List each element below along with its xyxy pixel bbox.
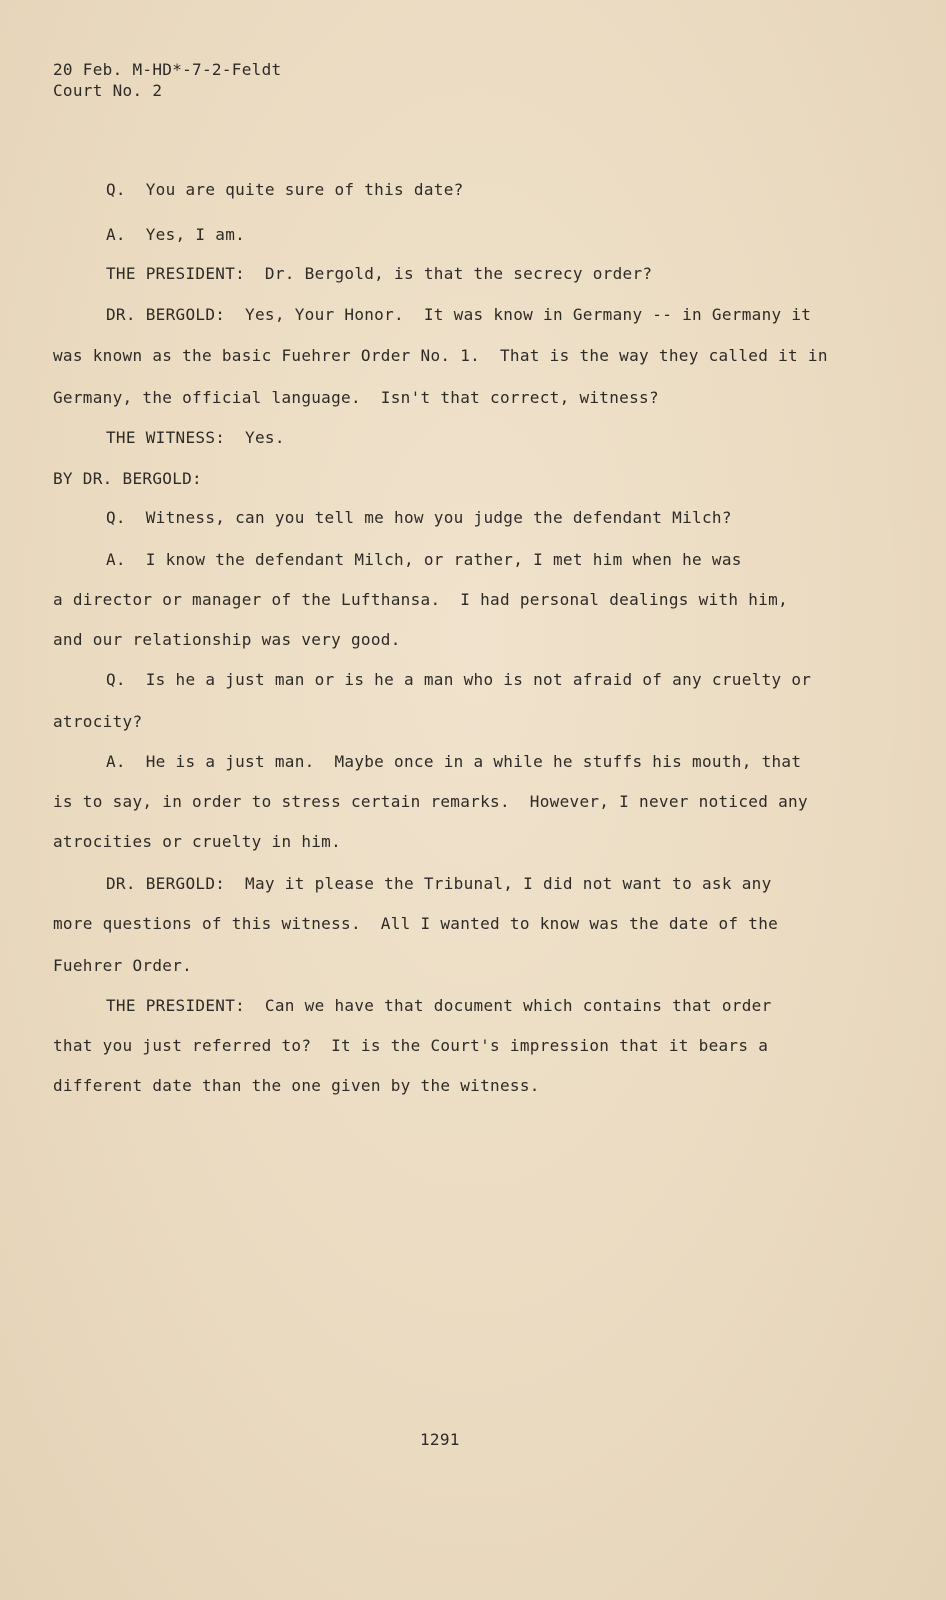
body-line: and our relationship was very good. <box>53 630 401 649</box>
body-line: DR. BERGOLD: Yes, Your Honor. It was know in Germany -- in Germany it <box>106 305 812 324</box>
header-line-1: 20 Feb. M-HD*-7-2-Feldt <box>53 60 282 79</box>
body-line: A. I know the defendant Milch, or rather, I met him when he was <box>106 550 742 569</box>
body-line: Q. Witness, can you tell me how you judge the defendant Milch? <box>106 508 732 527</box>
body-line: different date than the one given by the witness. <box>53 1076 540 1095</box>
body-line: Germany, the official language. Isn't that correct, witness? <box>53 388 659 407</box>
body-line: Q. Is he a just man or is he a man who is not afraid of any cruelty or <box>106 670 812 689</box>
page-number: 1291 <box>420 1430 460 1449</box>
body-line: THE WITNESS: Yes. <box>106 428 285 447</box>
body-line: was known as the basic Fuehrer Order No. 1. That is the way they called it in <box>53 346 828 365</box>
body-line: Q. You are quite sure of this date? <box>106 180 464 199</box>
body-line: THE PRESIDENT: Dr. Bergold, is that the secrecy order? <box>106 264 653 283</box>
body-line: is to say, in order to stress certain remarks. However, I never noticed any <box>53 792 808 811</box>
body-line: A. He is a just man. Maybe once in a while he stuffs his mouth, that <box>106 752 802 771</box>
header-line-2: Court No. 2 <box>53 81 163 100</box>
body-line: atrocity? <box>53 712 143 731</box>
body-line: that you just referred to? It is the Court's impression that it bears a <box>53 1036 769 1055</box>
body-line: BY DR. BERGOLD: <box>53 469 202 488</box>
body-line: more questions of this witness. All I wanted to know was the date of the <box>53 914 779 933</box>
body-line: A. Yes, I am. <box>106 225 246 244</box>
body-line: a director or manager of the Lufthansa. I had personal dealings with him, <box>53 590 789 609</box>
body-line: THE PRESIDENT: Can we have that document which contains that order <box>106 996 772 1015</box>
body-line: Fuehrer Order. <box>53 956 193 975</box>
body-line: DR. BERGOLD: May it please the Tribunal, I did not want to ask any <box>106 874 772 893</box>
body-line: atrocities or cruelty in him. <box>53 832 342 851</box>
